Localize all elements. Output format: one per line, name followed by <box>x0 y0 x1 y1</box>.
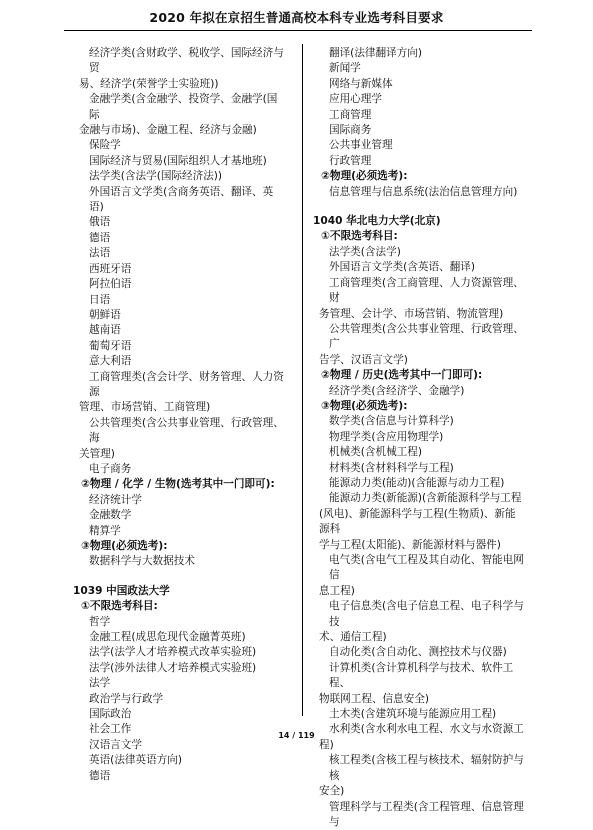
left-list-d <box>73 615 287 784</box>
major-item: 应用心理学 <box>313 92 525 107</box>
page-number: 14 / 119 <box>0 731 593 740</box>
requirement-heading: ②物理 / 化学 / 生物(选考其中一门即可): <box>73 477 287 492</box>
major-item: 电子信息类(含电子信息工程、电子科学与技 <box>313 599 525 630</box>
major-item: 国际商务 <box>313 123 525 138</box>
major-item: 管理、市场营销、工商管理) <box>73 400 287 415</box>
major-item: 息工程) <box>313 584 525 599</box>
major-item: 社会工作 <box>73 722 287 737</box>
major-item: 金融与市场)、金融工程、经济与金融) <box>73 123 287 138</box>
column-divider <box>302 44 303 716</box>
major-item: 政治学与行政学 <box>73 692 287 707</box>
major-item: 法学类(含法学(国际经济法)) <box>73 169 287 184</box>
major-item: (风电)、新能源科学与工程(生物质)、新能源科 <box>313 507 525 538</box>
left-list-b <box>73 493 287 539</box>
major-item: 计算机类(含计算机科学与技术、软件工程、 <box>313 661 525 692</box>
major-item: 德语 <box>73 231 287 246</box>
major-item: 土木类(含建筑环境与能源应用工程) <box>313 707 525 722</box>
major-item: 国际经济与贸易(国际组织人才基地班) <box>73 154 287 169</box>
major-item: 务管理、会计学、市场营销、物流管理) <box>313 307 525 322</box>
major-item: 数学类(含信息与计算科学) <box>313 414 525 429</box>
major-item: 葡萄牙语 <box>73 339 287 354</box>
major-item: 信息管理与信息系统(法治信息管理方向) <box>313 185 525 200</box>
major-item: 工商管理 <box>313 108 525 123</box>
major-item: 越南语 <box>73 323 287 338</box>
major-item: 程) <box>313 738 525 753</box>
major-item: 法学类(含法学) <box>313 245 525 260</box>
major-item: 德语 <box>73 769 287 784</box>
major-item: 俄语 <box>73 215 287 230</box>
major-item: 哲学 <box>73 615 287 630</box>
major-item: 法学 <box>73 676 287 691</box>
major-item: 阿拉伯语 <box>73 277 287 292</box>
right-list-d <box>313 414 525 830</box>
right-list-a2 <box>313 185 525 200</box>
major-item: 金融工程(成思危现代金融菁英班) <box>73 630 287 645</box>
major-item: 经济统计学 <box>73 493 287 508</box>
left-column <box>73 46 287 784</box>
major-item: 保险学 <box>73 138 287 153</box>
right-list-a <box>313 46 525 169</box>
major-item: 电气类(含电气工程及其自动化、智能电网信 <box>313 553 525 584</box>
page-title: 2020 年拟在京招生普通高校本科专业选考科目要求 <box>0 8 593 26</box>
major-item: 公共管理类(含公共事业管理、行政管理、广 <box>313 322 525 353</box>
major-item: 精算学 <box>73 524 287 539</box>
major-item: 管理科学与工程类(含工程管理、信息管理与 <box>313 800 525 830</box>
major-item: 新闻学 <box>313 61 525 76</box>
university-heading: 1040 华北电力大学(北京) <box>313 214 525 229</box>
requirement-heading: ②物理(必须选考): <box>313 169 525 184</box>
left-list-c <box>73 554 287 569</box>
major-item: 汉语言文学 <box>73 738 287 753</box>
major-item: 数据科学与大数据技术 <box>73 554 287 569</box>
major-item: 西班牙语 <box>73 262 287 277</box>
major-item: 金融学类(含金融学、投资学、金融学(国际 <box>73 92 287 123</box>
major-item: 材料类(含材料科学与工程) <box>313 461 525 476</box>
major-item: 网络与新媒体 <box>313 77 525 92</box>
requirement-heading: ②物理 / 历史(选考其中一门即可): <box>313 368 525 383</box>
major-item: 易、经济学(荣誉学士实验班)) <box>73 77 287 92</box>
major-item: 英语(法律英语方向) <box>73 753 287 768</box>
requirement-heading: ①不限选考科目: <box>313 229 525 244</box>
requirement-heading: ①不限选考科目: <box>73 599 287 614</box>
requirement-heading: ③物理(必须选考): <box>313 399 525 414</box>
major-item: 朝鲜语 <box>73 308 287 323</box>
major-item: 国际政治 <box>73 707 287 722</box>
right-column <box>313 46 525 830</box>
major-item: 工商管理类(含工商管理、人力资源管理、财 <box>313 276 525 307</box>
major-item: 日语 <box>73 293 287 308</box>
major-item: 行政管理 <box>313 154 525 169</box>
requirement-heading: ③物理(必须选考): <box>73 539 287 554</box>
major-item: 能源动力类(新能源)(含新能源科学与工程 <box>313 491 525 506</box>
university-heading: 1039 中国政法大学 <box>73 584 287 599</box>
major-item: 公共事业管理 <box>313 138 525 153</box>
major-item: 法学(法学人才培养模式改革实验班) <box>73 645 287 660</box>
major-item: 外国语言文学类(含商务英语、翻译、英语) <box>73 185 287 216</box>
right-list-c <box>313 384 525 399</box>
major-item: 电子商务 <box>73 462 287 477</box>
major-item: 工商管理类(含会计学、财务管理、人力资源 <box>73 370 287 401</box>
major-item: 意大利语 <box>73 354 287 369</box>
major-item: 公共管理类(含公共事业管理、行政管理、海 <box>73 416 287 447</box>
major-item: 物联网工程、信息安全) <box>313 692 525 707</box>
major-item: 学与工程(太阳能)、新能源材料与器件) <box>313 538 525 553</box>
major-item: 能源动力类(能动)(含能源与动力工程) <box>313 476 525 491</box>
right-list-b <box>313 245 525 368</box>
major-item: 翻译(法律翻译方向) <box>313 46 525 61</box>
major-item: 自动化类(含自动化、测控技术与仪器) <box>313 645 525 660</box>
major-item: 关管理) <box>73 447 287 462</box>
major-item: 经济学类(含财政学、税收学、国际经济与贸 <box>73 46 287 77</box>
major-item: 水利类(含水利水电工程、水文与水资源工 <box>313 722 525 737</box>
major-item: 金融数学 <box>73 508 287 523</box>
major-item: 法语 <box>73 246 287 261</box>
major-item: 告学、汉语言文学) <box>313 353 525 368</box>
header-rule <box>64 30 532 31</box>
major-item: 术、通信工程) <box>313 630 525 645</box>
major-item: 外国语言文学类(含英语、翻译) <box>313 260 525 275</box>
major-item: 法学(涉外法律人才培养模式实验班) <box>73 661 287 676</box>
left-list-a <box>73 46 287 477</box>
major-item: 机械类(含机械工程) <box>313 445 525 460</box>
major-item: 安全) <box>313 784 525 799</box>
major-item: 经济学类(含经济学、金融学) <box>313 384 525 399</box>
major-item: 核工程类(含核工程与核技术、辐射防护与核 <box>313 753 525 784</box>
major-item: 物理学类(含应用物理学) <box>313 430 525 445</box>
